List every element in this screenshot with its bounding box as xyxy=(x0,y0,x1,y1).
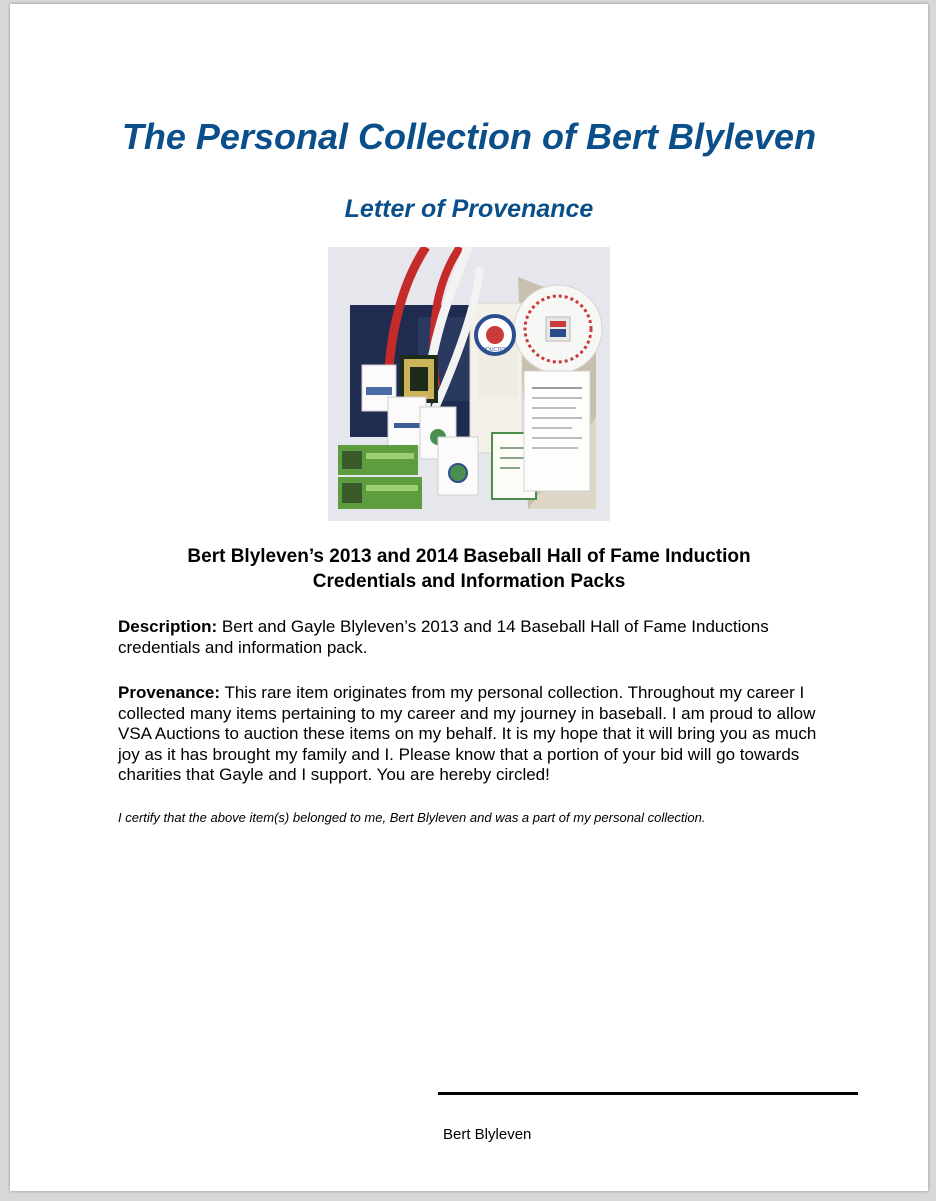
item-photo xyxy=(328,247,610,521)
description-text: Bert and Gayle Blyleven’s 2013 and 14 Baseball Hall of Fame Inductions credentials and information pack. xyxy=(118,617,769,657)
induction-text: INDUCTION xyxy=(481,347,509,353)
provenance-label: Provenance: xyxy=(118,683,221,702)
certification-statement: I certify that the above item(s) belonged to me, Bert Blyleven and was a part of my personal collection. xyxy=(118,810,706,825)
description-label: Description: xyxy=(118,617,218,636)
signature-name: Bert Blyleven xyxy=(443,1126,532,1143)
item-heading-line-1: Bert Blyleven’s 2013 and 2014 Baseball Hall of Fame Induction xyxy=(187,546,751,567)
provenance-text: This rare item originates from my personal collection. Throughout my career I collected many items pertaining to my career and my journey in baseball. I am proud to allow VSA Auctions to auction these items on my behalf. It is my hope that it will bring you as much joy as it has brought my family and I. Please know that a portion of your bid will go towards charities that Gayle and I support. You are hereby circled! xyxy=(118,683,817,784)
document-title: The Personal Collection of Bert Blyleven xyxy=(121,116,817,157)
provenance-paragraph xyxy=(118,683,838,786)
description-paragraph xyxy=(118,617,838,658)
signature-line xyxy=(438,1092,858,1095)
document-subtitle: Letter of Provenance xyxy=(344,195,594,223)
item-heading xyxy=(10,544,928,594)
letter-page xyxy=(10,4,928,1191)
item-heading-line-2: Credentials and Information Packs xyxy=(312,571,626,592)
